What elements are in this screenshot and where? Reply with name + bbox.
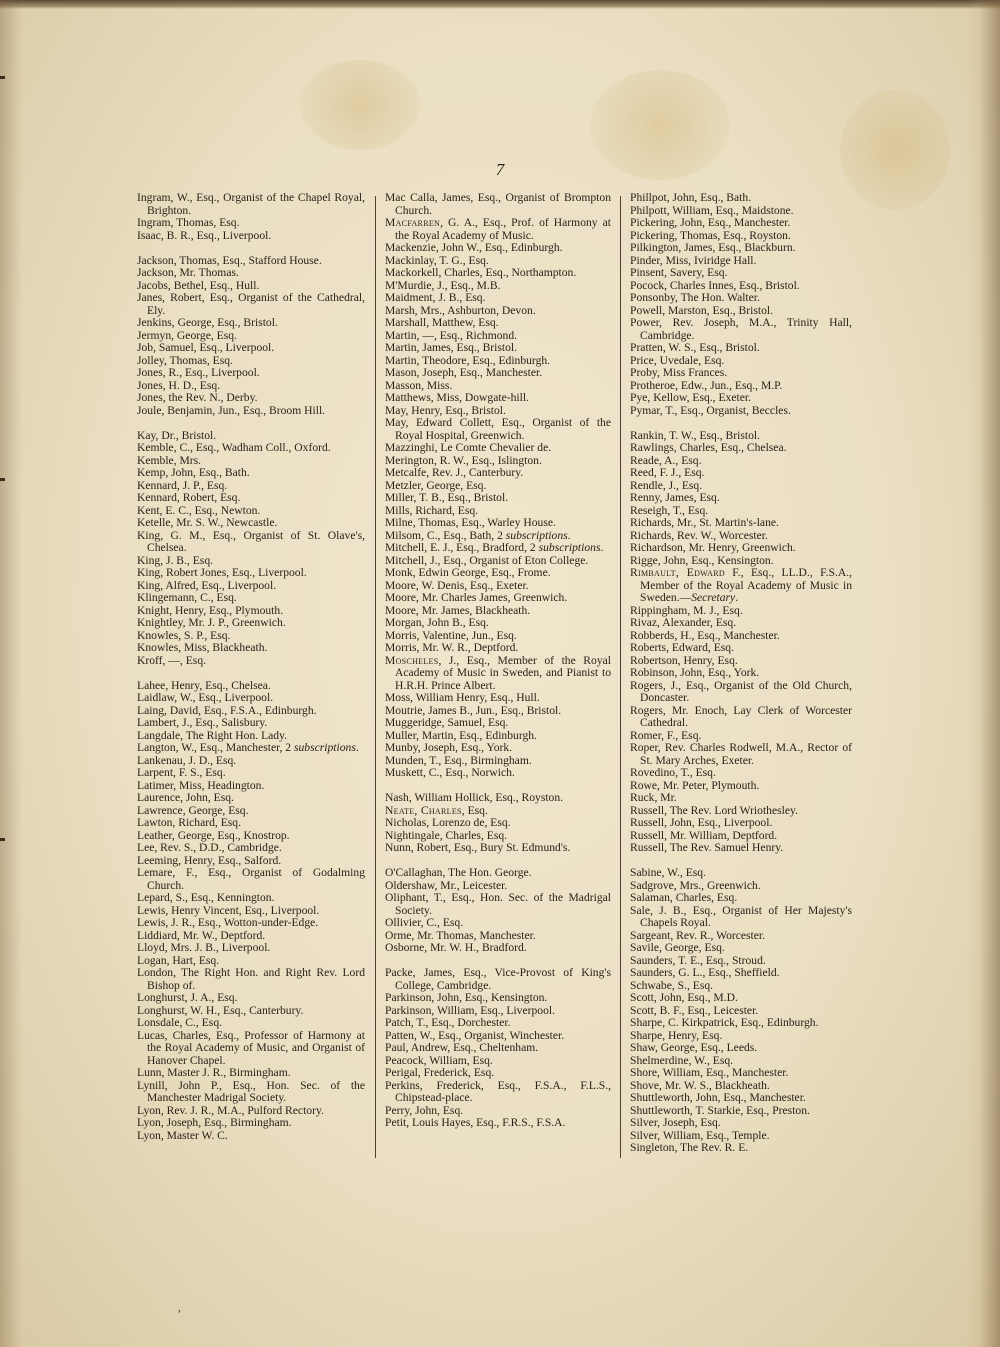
subscriber-entry: Jacobs, Bethel, Esq., Hull. <box>137 278 260 292</box>
subscriber-entry: Laurence, John, Esq. <box>137 791 234 804</box>
subscriber-entry: Milsom, C., Esq., Bath, 2 subscriptions. <box>385 528 571 542</box>
subscriber-entry: Kennard, J. P., Esq. <box>137 478 228 492</box>
subscriber-entry: Rendle, J., Esq. <box>630 478 703 492</box>
subscriber-entry: Powell, Marston, Esq., Bristol. <box>630 303 773 317</box>
subscriber-entry: Ruck, Mr. <box>630 791 677 804</box>
subscriber-entry: Isaac, B. R., Esq., Liverpool. <box>137 228 272 242</box>
subscriber-entry: Pilkington, James, Esq., Blackburn. <box>630 241 796 254</box>
subscriber-entry: Miller, T. B., Esq., Bristol. <box>385 491 509 504</box>
subscriber-entry: Osborne, Mr. W. H., Bradford. <box>385 941 527 954</box>
subscriber-entry: Pymar, T., Esq., Organist, Beccles. <box>630 403 791 417</box>
subscriber-entry: Protheroe, Edw., Jun., Esq., M.P. <box>630 378 783 392</box>
subscriber-entry: Shelmerdine, W., Esq. <box>630 1053 734 1067</box>
subscriber-entry: Kemp, John, Esq., Bath. <box>137 466 250 479</box>
subscriber-entry: Phillpot, John, Esq., Bath. <box>630 191 752 204</box>
subscriber-entry: Pocock, Charles Innes, Esq., Bristol. <box>630 278 800 292</box>
subscriber-entry: Knowles, S. P., Esq. <box>137 628 231 642</box>
subscriber-entry: Martin, James, Esq., Bristol. <box>385 341 518 354</box>
subscriber-entry: Latimer, Miss, Headington. <box>137 778 265 792</box>
subscriber-entry: Pratten, W. S., Esq., Bristol. <box>630 341 760 354</box>
subscriber-entry: Leeming, Henry, Esq., Salford. <box>137 853 282 867</box>
subscriber-entry: Lawrence, George, Esq. <box>137 803 249 817</box>
subscriber-entry: Lahee, Henry, Esq., Chelsea. <box>137 678 271 692</box>
subscriber-entry: Singleton, The Rev. R. E. <box>630 1141 749 1154</box>
subscriber-entry: Oldershaw, Mr., Leicester. <box>385 878 508 892</box>
page-number: 7 <box>495 160 505 179</box>
subscriber-entry: Parkinson, William, Esq., Liverpool. <box>385 1003 555 1017</box>
subscriber-entry: Jenkins, George, Esq., Bristol. <box>137 316 278 329</box>
subscriber-entry: Neate, Charles, Esq. <box>385 803 488 817</box>
margin-tick <box>0 76 5 79</box>
subscriber-entry: Marsh, Mrs., Ashburton, Devon. <box>385 303 536 317</box>
subscriber-entry: Moutrie, James B., Jun., Esq., Bristol. <box>385 703 562 717</box>
subscriber-entry: Pickering, John, Esq., Manchester. <box>630 216 791 229</box>
subscriber-entry: Nunn, Robert, Esq., Bury St. Edmund's. <box>385 841 571 854</box>
paper-stain <box>590 70 730 180</box>
subscriber-entry: Robertson, Henry, Esq. <box>630 653 738 667</box>
subscriber-entry: Jackson, Thomas, Esq., Stafford House. <box>137 253 322 267</box>
subscriber-entry: Russell, The Rev. Lord Wriothesley. <box>630 803 798 817</box>
subscriber-entry: Russell, John, Esq., Liverpool. <box>630 816 773 829</box>
subscriber-entry: Patten, W., Esq., Organist, Winchester. <box>385 1028 565 1042</box>
subscriber-entry: Lemare, F., Esq., Organist of Godalming Church. <box>137 866 365 892</box>
subscriber-entry: Lyon, Rev. J. R., M.A., Pulford Rectory. <box>137 1103 324 1117</box>
subscriber-entry: Power, Rev. Joseph, M.A., Trinity Hall, Cambridge. <box>630 316 852 342</box>
subscriber-entry: Lonsdale, C., Esq. <box>137 1016 223 1029</box>
stray-mark: , <box>178 1300 181 1314</box>
subscriber-entry: Moss, William Henry, Esq., Hull. <box>385 691 540 704</box>
paper-stain <box>840 90 950 210</box>
subscriber-entry: Shaw, George, Esq., Leeds. <box>630 1041 758 1054</box>
subscriber-entry: Moscheles, J., Esq., Member of the Royal Academy of Music in Sweden, and Pianist to H.R.H. Prince Albert. <box>385 653 611 692</box>
subscriber-entry: King, J. B., Esq. <box>137 553 214 567</box>
subscriber-entry: Nightingale, Charles, Esq. <box>385 828 508 842</box>
subscriber-entry: Kent, E. C., Esq., Newton. <box>137 503 261 517</box>
subscriber-entry: Knowles, Miss, Blackheath. <box>137 641 268 654</box>
subscriber-entry: Lee, Rev. S., D.D., Cambridge. <box>137 841 282 854</box>
subscriber-entry: Sharpe, Henry, Esq. <box>630 1028 723 1042</box>
subscriber-entry: Ollivier, C., Esq. <box>385 916 464 929</box>
subscriber-entry: Lambert, J., Esq., Salisbury. <box>137 716 268 729</box>
subscriber-entry: Pinder, Miss, Iviridge Hall. <box>630 253 757 267</box>
subscriber-entry: Reade, A., Esq. <box>630 453 702 467</box>
subscriber-entry: Roper, Rev. Charles Rodwell, M.A., Rector of St. Mary Arches, Exeter. <box>630 741 852 767</box>
subscriber-entry: Mitchell, E. J., Esq., Bradford, 2 subscriptions. <box>385 541 604 554</box>
subscriber-entry: Mackenzie, John W., Esq., Edinburgh. <box>385 241 563 254</box>
subscriber-entry: Muggeridge, Samuel, Esq. <box>385 716 509 729</box>
subscriber-entry: Sabine, W., Esq. <box>630 866 707 879</box>
subscriber-entry: Ketelle, Mr. S. W., Newcastle. <box>137 516 278 529</box>
subscriber-entry: Salaman, Charles, Esq. <box>630 891 738 904</box>
subscriber-entry: Martin, Theodore, Esq., Edinburgh. <box>385 353 551 367</box>
subscriber-entry: Rogers, Mr. Enoch, Lay Clerk of Worcester Cathedral. <box>630 703 852 729</box>
subscriber-entry: London, The Right Hon. and Right Rev. Lord Bishop of. <box>137 966 365 992</box>
subscriber-entry: Jones, H. D., Esq. <box>137 378 221 392</box>
subscriber-entry: King, G. M., Esq., Organist of St. Olave's, Chelsea. <box>137 528 365 554</box>
subscriber-entry: Metcalfe, Rev. J., Canterbury. <box>385 466 524 479</box>
subscriber-entry: Jones, R., Esq., Liverpool. <box>137 366 260 379</box>
subscriber-entry: Paul, Andrew, Esq., Cheltenham. <box>385 1041 539 1054</box>
subscriber-entry: Lloyd, Mrs. J. B., Liverpool. <box>137 941 271 954</box>
subscriber-entry: Parkinson, John, Esq., Kensington. <box>385 991 548 1004</box>
subscriber-entry: Rovedino, T., Esq. <box>630 766 716 779</box>
subscriber-entry: Reed, F. J., Esq. <box>630 466 705 479</box>
subscriber-entry: Martin, —, Esq., Richmond. <box>385 328 518 342</box>
subscriber-column-2 <box>385 192 611 1130</box>
subscriber-entry: Romer, F., Esq. <box>630 728 702 742</box>
subscriber-entry: Sargeant, Rev. R., Worcester. <box>630 928 766 942</box>
subscriber-entry: Shore, William, Esq., Manchester. <box>630 1066 789 1079</box>
subscriber-entry: Sadgrove, Mrs., Greenwich. <box>630 878 761 892</box>
subscriber-entry: Morris, Valentine, Jun., Esq. <box>385 628 517 642</box>
subscriber-entry: Perry, John, Esq. <box>385 1103 464 1117</box>
subscriber-entry: Kemble, Mrs. <box>137 453 202 467</box>
subscriber-entry: Ingram, W., Esq., Organist of the Chapel Royal, Brighton. <box>137 191 365 217</box>
subscriber-entry: Leather, George, Esq., Knostrop. <box>137 828 290 842</box>
subscriber-entry: Lynill, John P., Esq., Hon. Sec. of the Manchester Madrigal Society. <box>137 1078 365 1104</box>
subscriber-entry: Moore, Mr. James, Blackheath. <box>385 603 531 617</box>
subscriber-entry: Kay, Dr., Bristol. <box>137 428 217 442</box>
subscriber-entry: Savile, George, Esq. <box>630 941 725 954</box>
subscriber-entry: Lyon, Joseph, Esq., Birmingham. <box>137 1116 292 1129</box>
subscriber-entry: Muskett, C., Esq., Norwich. <box>385 766 515 779</box>
subscriber-entry: Lepard, S., Esq., Kennington. <box>137 891 275 904</box>
subscriber-entry: Metzler, George, Esq. <box>385 478 487 492</box>
subscriber-entry: Masson, Miss. <box>385 378 453 392</box>
subscriber-entry: Pinsent, Savery, Esq. <box>630 266 728 279</box>
subscriber-entry: Morris, Mr. W. R., Deptford. <box>385 641 519 654</box>
margin-tick <box>0 838 5 841</box>
subscriber-entry: Maidment, J. B., Esq. <box>385 291 486 304</box>
subscriber-entry: May, Edward Collett, Esq., Organist of the Royal Hospital, Greenwich. <box>385 416 611 442</box>
subscriber-entry: Joule, Benjamin, Jun., Esq., Broom Hill. <box>137 403 326 417</box>
subscriber-entry: Lawton, Richard, Esq. <box>137 816 241 829</box>
subscriber-column-1 <box>137 192 365 1142</box>
subscriber-entry: Larpent, F. S., Esq. <box>137 766 226 779</box>
subscriber-entry: Rowe, Mr. Peter, Plymouth. <box>630 778 760 792</box>
subscriber-entry: Peacock, William, Esq. <box>385 1053 493 1067</box>
subscriber-entry: Oliphant, T., Esq., Hon. Sec. of the Madrigal Society. <box>385 891 611 917</box>
subscriber-entry: King, Alfred, Esq., Liverpool. <box>137 578 277 592</box>
subscriber-entry: Moore, Mr. Charles James, Greenwich. <box>385 591 568 604</box>
subscriber-entry: Langton, W., Esq., Manchester, 2 subscriptions. <box>137 741 359 754</box>
subscriber-entry: Longhurst, W. H., Esq., Canterbury. <box>137 1003 304 1017</box>
subscriber-entry: Saunders, G. L., Esq., Sheffield. <box>630 966 780 979</box>
subscriber-entry: Job, Samuel, Esq., Liverpool. <box>137 341 275 354</box>
subscriber-entry: Orme, Mr. Thomas, Manchester. <box>385 928 536 942</box>
subscriber-entry: Russell, Mr. William, Deptford. <box>630 828 778 842</box>
subscriber-entry: Renny, James, Esq. <box>630 491 720 504</box>
subscriber-entry: Mackinlay, T. G., Esq. <box>385 253 489 267</box>
subscriber-entry: Schwabe, S., Esq. <box>630 978 714 992</box>
subscriber-entry: Sale, J. B., Esq., Organist of Her Majesty's Chapels Royal. <box>630 903 852 929</box>
subscriber-entry: Moore, W. Denis, Esq., Exeter. <box>385 578 529 592</box>
subscriber-entry: Lankenau, J. D., Esq. <box>137 753 237 767</box>
subscriber-entry: Packe, James, Esq., Vice-Provost of King's College, Cambridge. <box>385 966 611 992</box>
subscriber-entry: Shove, Mr. W. S., Blackheath. <box>630 1078 770 1092</box>
subscriber-entry: Perkins, Frederick, Esq., F.S.A., F.L.S., Chipstead-place. <box>385 1078 611 1104</box>
subscriber-entry: Liddiard, Mr. W., Deptford. <box>137 928 266 942</box>
subscriber-entry: Rawlings, Charles, Esq., Chelsea. <box>630 441 787 454</box>
subscriber-entry: Munden, T., Esq., Birmingham. <box>385 753 532 767</box>
subscriber-entry: Ponsonby, The Hon. Walter. <box>630 291 760 304</box>
subscriber-entry: Saunders, T. E., Esq., Stroud. <box>630 953 766 967</box>
subscriber-entry: Rivaz, Alexander, Esq. <box>630 616 737 629</box>
subscriber-entry: Robinson, John, Esq., York. <box>630 666 760 679</box>
subscriber-entry: Richards, Rev. W., Worcester. <box>630 528 768 542</box>
subscriber-entry: Scott, John, Esq., M.D. <box>630 991 738 1004</box>
subscriber-entry: Muller, Martin, Esq., Edinburgh. <box>385 728 537 742</box>
subscriber-entry: Mazzinghi, Le Comte Chevalier de. <box>385 441 552 454</box>
subscriber-entry: Jolley, Thomas, Esq. <box>137 353 233 367</box>
subscriber-entry: Pickering, Thomas, Esq., Royston. <box>630 228 791 242</box>
subscriber-entry: Roberts, Edward, Esq. <box>630 641 735 654</box>
subscriber-entry: O'Callaghan, The Hon. George. <box>385 866 532 879</box>
subscriber-entry: Jackson, Mr. Thomas. <box>137 266 239 279</box>
subscriber-entry: Lucas, Charles, Esq., Professor of Harmony at the Royal Academy of Music, and Organist of Hanover Chapel. <box>137 1028 365 1067</box>
subscriber-entry: Shuttleworth, T. Starkie, Esq., Preston. <box>630 1103 810 1117</box>
subscriber-entry: Klingemann, C., Esq. <box>137 591 237 604</box>
subscriber-entry: Jermyn, George, Esq. <box>137 328 237 342</box>
subscriber-entry: Proby, Miss Frances. <box>630 366 728 379</box>
subscriber-entry: Rimbault, Edward F., Esq., LL.D., F.S.A., Member of the Royal Academy of Music in Sweden.—Secretary. <box>630 566 853 604</box>
subscriber-entry: Nicholas, Lorenzo de, Esq. <box>385 816 511 829</box>
subscriber-entry: Silver, William, Esq., Temple. <box>630 1128 770 1142</box>
subscriber-entry: Laing, David, Esq., F.S.A., Edinburgh. <box>137 703 317 717</box>
subscriber-entry: King, Robert Jones, Esq., Liverpool. <box>137 566 307 579</box>
subscriber-entry: Pye, Kellow, Esq., Exeter. <box>630 391 751 404</box>
subscriber-entry: Jones, the Rev. N., Derby. <box>137 391 258 404</box>
subscriber-entry: Lunn, Master J. R., Birmingham. <box>137 1066 291 1079</box>
subscriber-column-3 <box>630 192 852 1155</box>
subscriber-entry: Sharpe, C. Kirkpatrick, Esq., Edinburgh. <box>630 1016 819 1029</box>
subscriber-entry: Milne, Thomas, Esq., Warley House. <box>385 516 556 529</box>
subscriber-entry: Macfarren, G. A., Esq., Prof. of Harmony at the Royal Academy of Music. <box>385 216 611 242</box>
subscriber-entry: Perigal, Frederick, Esq. <box>385 1066 495 1079</box>
subscriber-entry: Mills, Richard, Esq. <box>385 503 479 517</box>
subscriber-entry: Lewis, J. R., Esq., Wotton-under-Edge. <box>137 916 319 929</box>
subscriber-entry: Ingram, Thomas, Esq. <box>137 216 240 229</box>
subscriber-entry: Price, Uvedale, Esq. <box>630 353 725 367</box>
subscriber-entry: Philpott, William, Esq., Maidstone. <box>630 203 794 217</box>
subscriber-entry: Lewis, Henry Vincent, Esq., Liverpool. <box>137 903 320 917</box>
subscriber-entry: Logan, Hart, Esq. <box>137 953 220 967</box>
margin-tick <box>0 478 5 481</box>
subscriber-entry: Reseigh, T., Esq. <box>630 503 709 517</box>
subscriber-entry: Morgan, John B., Esq. <box>385 616 489 629</box>
column-divider <box>620 196 621 1158</box>
subscriber-entry: Janes, Robert, Esq., Organist of the Cathedral, Ely. <box>137 291 365 317</box>
subscriber-entry: Marshall, Matthew, Esq. <box>385 316 499 329</box>
subscriber-entry: Scott, B. F., Esq., Leicester. <box>630 1003 759 1017</box>
subscriber-entry: Richardson, Mr. Henry, Greenwich. <box>630 541 796 554</box>
subscriber-entry: Patch, T., Esq., Dorchester. <box>385 1016 511 1029</box>
subscriber-entry: Silver, Joseph, Esq. <box>630 1116 721 1129</box>
subscriber-entry: Shuttleworth, John, Esq., Manchester. <box>630 1091 806 1104</box>
subscriber-entry: Knight, Henry, Esq., Plymouth. <box>137 603 284 617</box>
page-top-edge <box>0 0 1000 9</box>
column-divider <box>375 196 376 1158</box>
subscriber-entry: Rankin, T. W., Esq., Bristol. <box>630 428 761 442</box>
subscriber-entry: Longhurst, J. A., Esq. <box>137 991 238 1004</box>
subscriber-entry: Petit, Louis Hayes, Esq., F.R.S., F.S.A. <box>385 1116 566 1129</box>
subscriber-entry: Laidlaw, W., Esq., Liverpool. <box>137 691 274 704</box>
subscriber-entry: Mitchell, J., Esq., Organist of Eton College. <box>385 553 589 567</box>
subscriber-entry: Kroff, —, Esq. <box>137 653 207 667</box>
subscriber-entry: Russell, The Rev. Samuel Henry. <box>630 841 784 854</box>
subscriber-entry: Richards, Mr., St. Martin's-lane. <box>630 516 779 529</box>
subscriber-entry: Mac Calla, James, Esq., Organist of Brompton Church. <box>385 191 611 217</box>
subscriber-entry: Mason, Joseph, Esq., Manchester. <box>385 366 543 379</box>
subscriber-entry: Merington, R. W., Esq., Islington. <box>385 453 542 467</box>
subscriber-entry: Mackorkell, Charles, Esq., Northampton. <box>385 266 577 279</box>
subscriber-entry: Matthews, Miss, Dowgate-hill. <box>385 391 529 404</box>
subscriber-entry: Rippingham, M. J., Esq. <box>630 603 743 617</box>
subscriber-entry: Rogers, J., Esq., Organist of the Old Church, Doncaster. <box>630 678 852 704</box>
subscriber-entry: Knightley, Mr. J. P., Greenwich. <box>137 616 286 629</box>
subscriber-entry: Robberds, H., Esq., Manchester. <box>630 628 780 642</box>
page-left-shadow <box>0 0 22 1347</box>
subscriber-entry: Langdale, The Right Hon. Lady. <box>137 728 288 742</box>
paper-stain <box>300 60 420 150</box>
subscriber-entry: Kennard, Robert, Esq. <box>137 491 241 504</box>
subscriber-entry: M'Murdie, J., Esq., M.B. <box>385 278 501 292</box>
subscriber-entry: Munby, Joseph, Esq., York. <box>385 741 513 754</box>
subscriber-entry: May, Henry, Esq., Bristol. <box>385 403 506 417</box>
page-right-shadow <box>966 0 1000 1347</box>
subscriber-entry: Monk, Edwin George, Esq., Frome. <box>385 566 551 579</box>
subscriber-entry: Lyon, Master W. C. <box>137 1128 228 1142</box>
subscriber-entry: Nash, William Hollick, Esq., Royston. <box>385 791 564 804</box>
subscriber-entry: Kemble, C., Esq., Wadham Coll., Oxford. <box>137 441 331 454</box>
subscriber-entry: Rigge, John, Esq., Kensington. <box>630 553 774 567</box>
